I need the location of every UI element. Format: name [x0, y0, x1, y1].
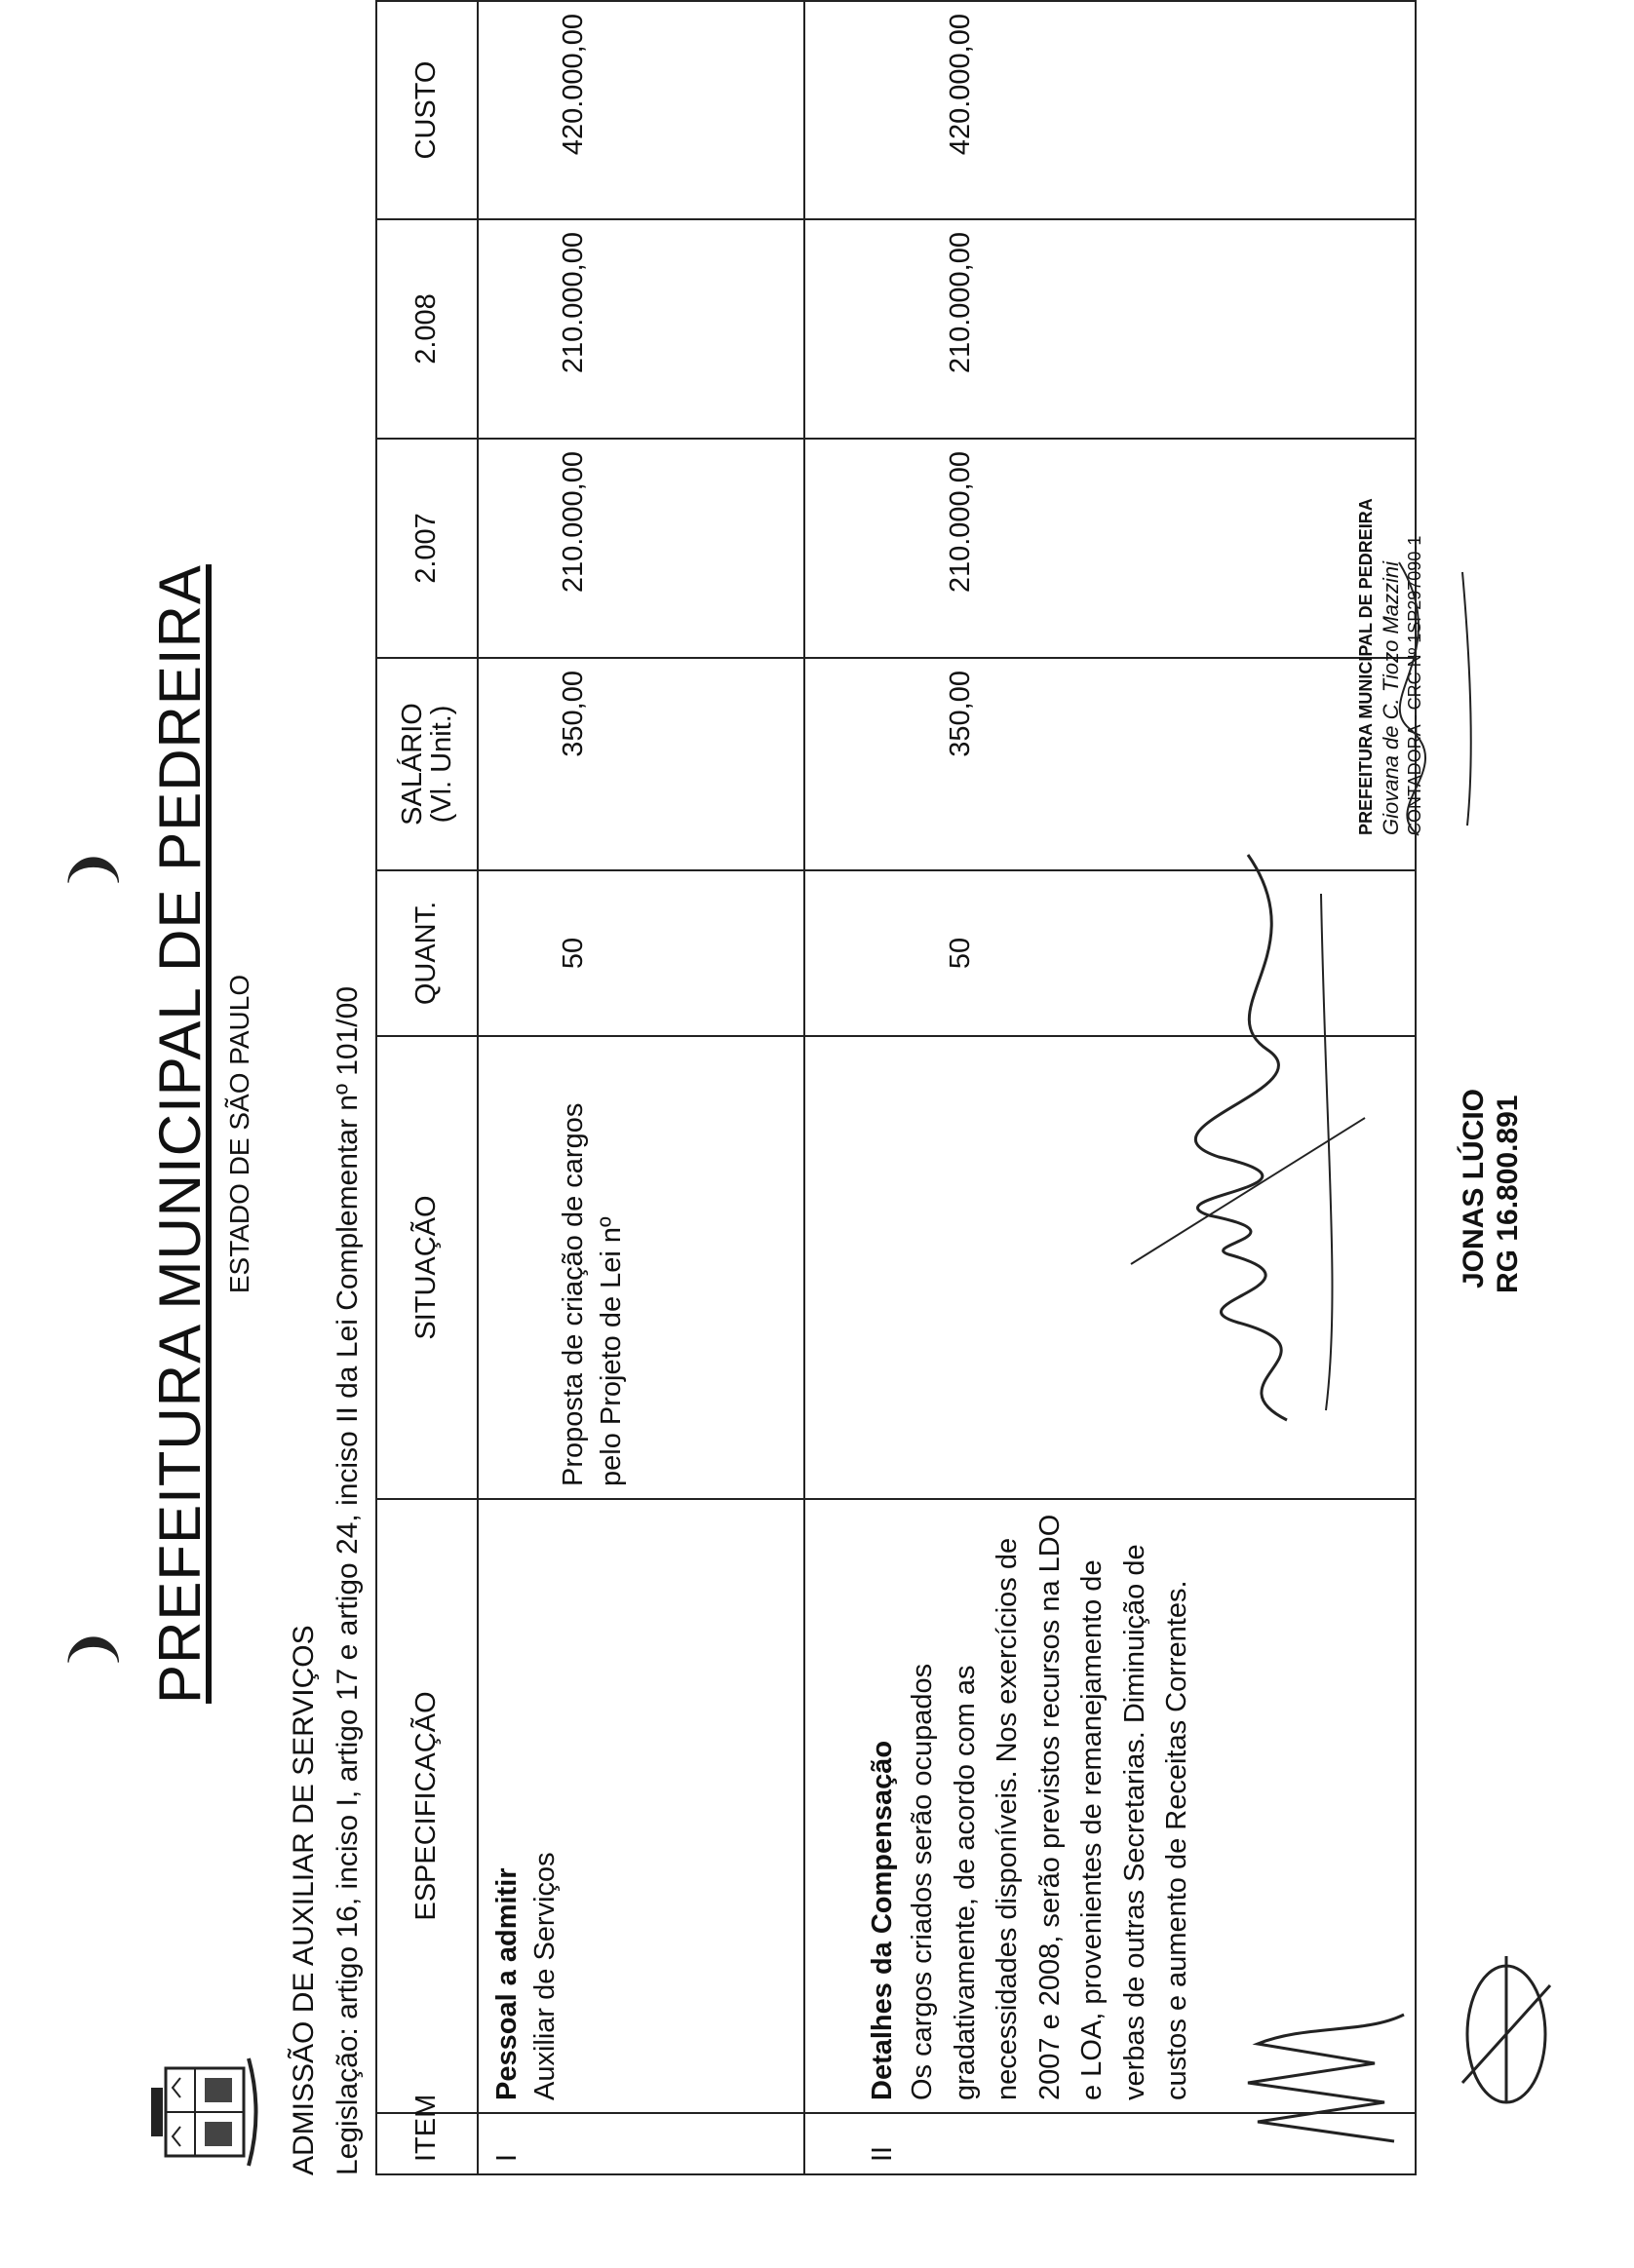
row2-cost-value: 420.000,00: [945, 14, 976, 156]
row2-2008: [804, 219, 1416, 439]
header-2008: 2.008: [376, 219, 478, 439]
row1-cost-value: 420.000,00: [558, 14, 589, 156]
signer1-name: JONAS LÚCIO: [1458, 1088, 1490, 1288]
row1-spec-text: Auxiliar de Serviços: [529, 1852, 562, 2100]
signer1-id: RG 16.800.891: [1492, 1095, 1524, 1293]
row2-item-value: II: [867, 2145, 898, 2162]
row1-spec-title: Pessoal a admitir: [491, 1867, 523, 2100]
row2-quantity-value: 50: [945, 937, 976, 970]
row1-2008-value: 210.000,00: [558, 232, 589, 374]
row1-salary: [478, 658, 804, 870]
row1-spec: [478, 1499, 804, 2113]
header-salary-line2: (Vl. Unit.): [426, 705, 457, 824]
row2-spec-text: Os cargos criados serão ocupados gradativamente, de acordo com as necessidades disponíveis. Nos exercícios de 2007 e 2008, serão previstos recursos na LDO e LOA, provenientes de remanejamento de verbas de outras Secretarias. Diminuição de custos e aumento de Receitas Correntes.: [907, 1514, 1193, 2100]
row2-cost: [804, 1, 1416, 219]
stamp-line3: CONTADORA - CRC Nº 1SP297090-1: [1405, 535, 1424, 835]
initials-mark-1: [1219, 2005, 1414, 2161]
row1-item: I: [478, 2113, 804, 2174]
header-spec: ESPECIFICAÇÃO: [376, 1499, 478, 2113]
row1-quantity-value: 50: [558, 937, 589, 970]
table-row: [478, 1, 804, 2174]
header-quantity: QUANT.: [376, 870, 478, 1036]
signature-giovana: [1360, 553, 1477, 845]
document-heading: ADMISSÃO DE AUXILIAR DE SERVIÇOS: [288, 1625, 320, 2175]
stamp-line2: Giovana de C. Tiozo Mazzini: [1378, 560, 1403, 835]
row2-2007: [804, 439, 1416, 658]
row1-2007: [478, 439, 804, 658]
row1-quantity: [478, 870, 804, 1036]
signature-jonas: [1092, 835, 1384, 1440]
page-subtitle: ESTADO DE SÃO PAULO: [224, 974, 254, 1294]
row1-situation-text: Proposta de criação de cargos pelo Projeto de Lei nº: [558, 1102, 628, 1486]
header-salary-line1: SALÁRIO: [396, 703, 428, 826]
row2-spec-title: Detalhes da Compensação: [867, 1740, 898, 2100]
legislation-reference: Legislação: artigo 16, inciso I, artigo 17 e artigo 24, inciso II da Lei Complementar nº 101/00: [331, 985, 364, 2175]
row2-salary-value: 350,00: [945, 671, 976, 757]
initials-mark-2: [1443, 1946, 1570, 2122]
header-item: ITEM: [376, 2113, 478, 2174]
row2-2008-value: 210.000,00: [945, 232, 976, 374]
row1-2008: [478, 219, 804, 439]
page-title: PREFEITURA MUNICIPAL DE PEDREIRA: [147, 564, 213, 1704]
scan-mark-right: ❩: [60, 846, 124, 894]
header-cost: CUSTO: [376, 1, 478, 219]
header-salary: [376, 658, 478, 870]
row1-salary-value: 350,00: [558, 671, 589, 757]
header-2007: 2.007: [376, 439, 478, 658]
row1-situation: [478, 1036, 804, 1499]
stamp-line1: PREFEITURA MUNICIPAL DE PEDREIRA: [1356, 498, 1376, 835]
row1-cost: [478, 1, 804, 219]
header-situation: SITUAÇÃO: [376, 1036, 478, 1499]
row1-2007-value: 210.000,00: [558, 451, 589, 594]
scan-mark-left: ❩: [60, 1626, 124, 1673]
table-header-row: [376, 1, 478, 2174]
row2-2007-value: 210.000,00: [945, 451, 976, 594]
